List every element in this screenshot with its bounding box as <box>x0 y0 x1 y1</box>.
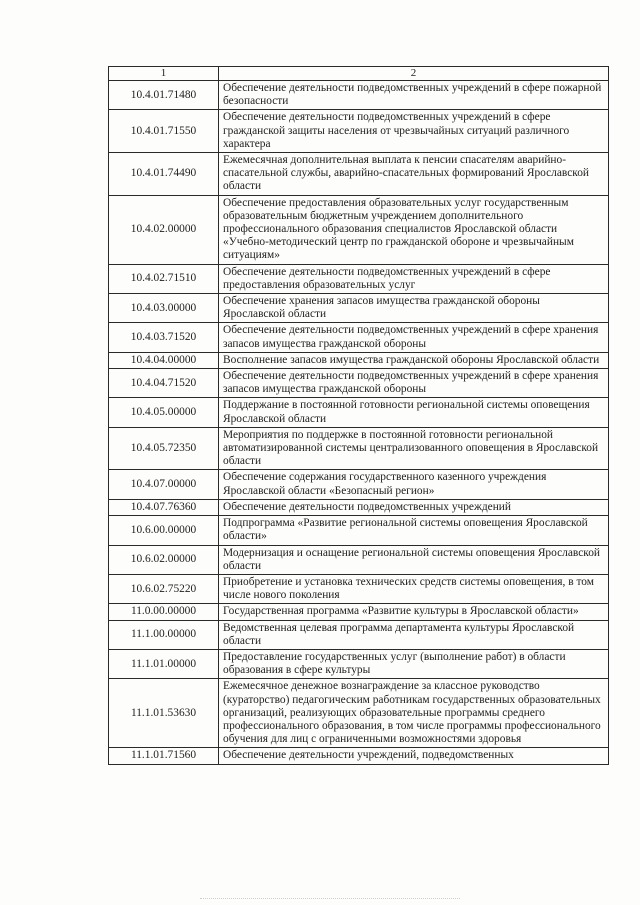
table-row <box>109 574 609 603</box>
table-row <box>109 470 609 499</box>
table-row <box>109 516 609 545</box>
row-name: Приобретение и установка технических средств системы оповещения, в том числе нового поколения <box>219 574 609 603</box>
row-name: Ведомственная целевая программа департамента культуры Ярославской области <box>219 620 609 649</box>
row-name: Предоставление государственных услуг (выполнение работ) в области образования в сфере культуры <box>219 649 609 678</box>
row-code: 10.6.02.00000 <box>109 545 219 574</box>
table-row <box>109 195 609 264</box>
row-code: 10.4.04.00000 <box>109 352 219 368</box>
row-code: 11.0.00.00000 <box>109 604 219 620</box>
row-name: Модернизация и оснащение региональной системы оповещения Ярославской области <box>219 545 609 574</box>
row-code: 10.4.04.71520 <box>109 369 219 398</box>
row-code: 10.4.02.71510 <box>109 264 219 293</box>
table-row <box>109 369 609 398</box>
row-code: 10.4.05.72350 <box>109 427 219 470</box>
table-row <box>109 649 609 678</box>
table-row <box>109 545 609 574</box>
document-page <box>108 66 608 765</box>
table-body <box>109 81 609 765</box>
table-row <box>109 81 609 110</box>
row-name: Обеспечение деятельности подведомственных учреждений в сфере предоставления образовательных услуг <box>219 264 609 293</box>
table-header-row <box>109 67 609 81</box>
table-row <box>109 352 609 368</box>
row-name: Обеспечение деятельности подведомственных учреждений в сфере хранения запасов имущества гражданской обороны <box>219 323 609 352</box>
row-code: 10.4.07.00000 <box>109 470 219 499</box>
table-row <box>109 398 609 427</box>
row-name: Подпрограмма «Развитие региональной системы оповещения Ярославской области» <box>219 516 609 545</box>
row-code: 10.4.07.76360 <box>109 499 219 515</box>
row-name: Обеспечение деятельности подведомственных учреждений в сфере хранения запасов имущества гражданской обороны <box>219 369 609 398</box>
table-row <box>109 110 609 153</box>
table-row <box>109 748 609 764</box>
row-name: Ежемесячная дополнительная выплата к пенсии спасателям аварийно-спасательной службы, аварийно-спасательных формирований Ярославской области <box>219 153 609 196</box>
row-code: 10.4.01.71480 <box>109 81 219 110</box>
row-code: 10.4.05.00000 <box>109 398 219 427</box>
row-name: Восполнение запасов имущества гражданской обороны Ярославской области <box>219 352 609 368</box>
row-code: 11.1.00.00000 <box>109 620 219 649</box>
row-code: 11.1.01.71560 <box>109 748 219 764</box>
row-code: 10.4.03.71520 <box>109 323 219 352</box>
row-name: Обеспечение деятельности подведомственных учреждений в сфере гражданской защиты населения от чрезвычайных ситуаций различного характера <box>219 110 609 153</box>
table-row <box>109 620 609 649</box>
table-row <box>109 427 609 470</box>
row-name: Обеспечение содержания государственного казенного учреждения Ярославской области «Безопасный регион» <box>219 470 609 499</box>
table-row <box>109 679 609 748</box>
row-code: 11.1.01.53630 <box>109 679 219 748</box>
row-name: Поддержание в постоянной готовности региональной системы оповещения Ярославской области <box>219 398 609 427</box>
table-row <box>109 323 609 352</box>
row-name: Обеспечение хранения запасов имущества гражданской обороны Ярославской области <box>219 294 609 323</box>
table-row <box>109 264 609 293</box>
row-name: Обеспечение предоставления образовательных услуг государственным образовательным бюджетным учреждением дополнительного профессионального образования специалистов Ярославской области «Учебно-методический центр по гражданской обороне и чрезвычайным ситуациям» <box>219 195 609 264</box>
table-row <box>109 499 609 515</box>
row-code: 10.4.02.00000 <box>109 195 219 264</box>
scan-artifact <box>200 898 460 901</box>
table-row <box>109 294 609 323</box>
row-name: Мероприятия по поддержке в постоянной готовности региональной автоматизированной системы централизованного оповещения в Ярославской области <box>219 427 609 470</box>
row-code: 11.1.01.00000 <box>109 649 219 678</box>
row-name: Государственная программа «Развитие культуры в Ярославской области» <box>219 604 609 620</box>
column-header-name: 2 <box>219 67 609 81</box>
row-name: Обеспечение деятельности учреждений, подведомственных <box>219 748 609 764</box>
row-code: 10.4.01.74490 <box>109 153 219 196</box>
column-header-code: 1 <box>109 67 219 81</box>
row-code: 10.4.01.71550 <box>109 110 219 153</box>
row-name: Обеспечение деятельности подведомственных учреждений в сфере пожарной безопасности <box>219 81 609 110</box>
row-name: Обеспечение деятельности подведомственных учреждений <box>219 499 609 515</box>
row-code: 10.6.00.00000 <box>109 516 219 545</box>
table-row <box>109 604 609 620</box>
row-code: 10.6.02.75220 <box>109 574 219 603</box>
row-name: Ежемесячное денежное вознаграждение за классное руководство (кураторство) педагогическим работникам государственных образовательных организаций, реализующих образовательные программы среднего профессионального образования, в том числе программы профессионального обучения для лиц с ограниченными возможностями здоровья <box>219 679 609 748</box>
row-code: 10.4.03.00000 <box>109 294 219 323</box>
table-row <box>109 153 609 196</box>
budget-code-table <box>108 66 609 765</box>
